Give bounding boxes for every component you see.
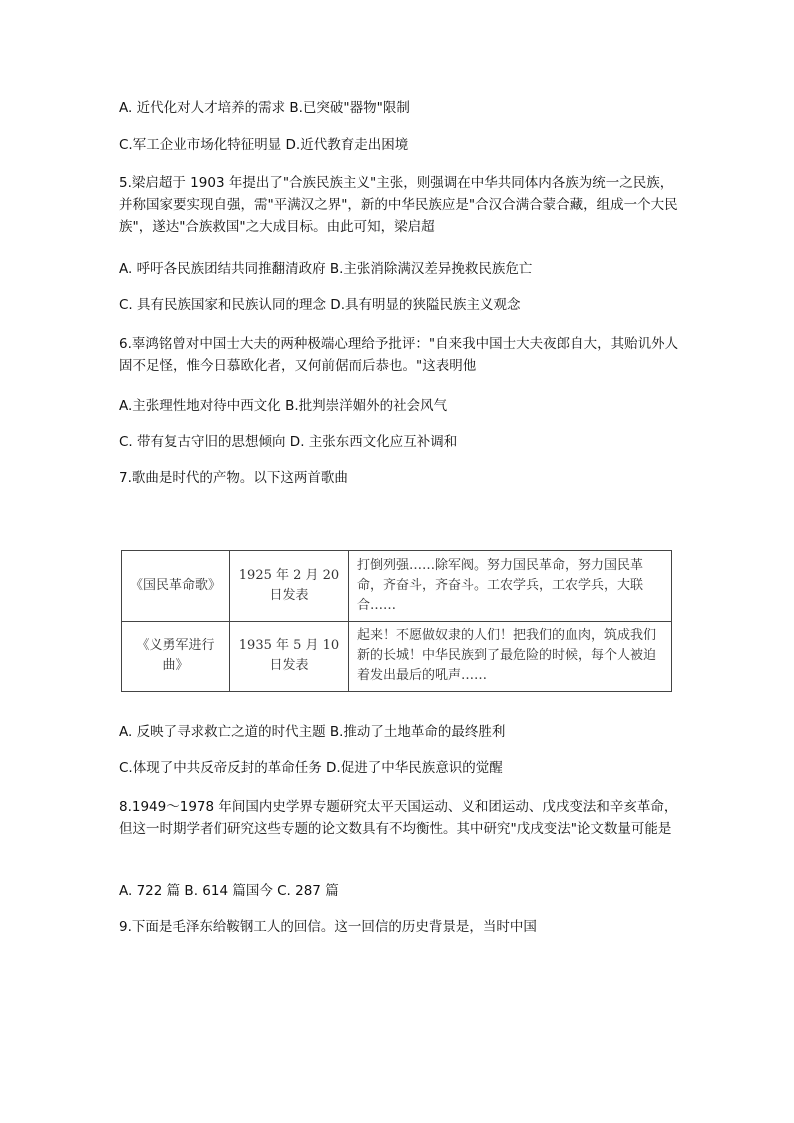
q6-options-ab: A.主张理性地对待中西文化 B.批判崇洋媚外的社会风气	[119, 398, 448, 414]
q7-options-cd: C.体现了中共反帝反封的革命任务 D.促进了中华民族意识的觉醒	[119, 760, 503, 776]
q7-options-ab: A. 反映了寻求救亡之道的时代主题 B.推动了土地革命的最终胜利	[119, 724, 506, 740]
q7-stem: 7.歌曲是时代的产物。以下这两首歌曲	[119, 470, 348, 486]
q4-options-ab: A. 近代化对人才培养的需求 B.已突破"器物"限制	[119, 100, 410, 116]
q9-stem: 9.下面是毛泽东给鞍钢工人的回信。这一回信的历史背景是，当时中国	[119, 919, 537, 935]
q8-stem: 8.1949～1978 年间国内史学界专题研究太平天国运动、义和团运动、戊戌变法和辛亥革命，但这一时期学者们研究这些专题的论文数具有不均衡性。其中研究"戊戌变法"论文数量可能是	[119, 799, 678, 837]
table-row	[122, 551, 672, 622]
q6-stem: 6.辜鸿铭曾对中国士大夫的两种极端心理给予批评："自来我中国士大夫夜郎自大，其贻讥外人固不足怪，惟今日慕欧化者，又何前倨而后恭也。"这表明他	[119, 336, 679, 374]
song-lyrics-cell: 打倒列强……除军阀。努力国民革命，努力国民革命，齐奋斗，齐奋斗。工农学兵，工农学兵，大联合……	[349, 551, 672, 622]
song-lyrics-cell: 起来！不愿做奴隶的人们！把我们的血肉，筑成我们新的长城！中华民族到了最危险的时候，每个人被迫着发出最后的吼声……	[349, 621, 672, 692]
song-title-cell: 《国民革命歌》	[122, 551, 230, 622]
song-title-cell: 《义勇军进行曲》	[122, 621, 230, 692]
song-date-cell: 1925 年 2 月 20 日发表	[230, 551, 349, 622]
table-row	[122, 621, 672, 692]
song-date-cell: 1935 年 5 月 10 日发表	[230, 621, 349, 692]
q4-options-cd: C.军工企业市场化特征明显 D.近代教育走出困境	[119, 137, 409, 153]
q7-song-table	[121, 550, 672, 692]
q6-options-cd: C. 带有复古守旧的思想倾向 D. 主张东西文化应互补调和	[119, 434, 458, 450]
q5-options-cd: C. 具有民族国家和民族认同的理念 D.具有明显的狭隘民族主义观念	[119, 297, 521, 313]
q5-options-ab: A. 呼吁各民族团结共同推翻清政府 B.主张消除满汉差异挽救民族危亡	[119, 261, 533, 277]
q5-stem: 5.梁启超于 1903 年提出了"合族民族主义"主张，则强调在中华共同体内各族为统一之民族，并称国家要实现自强，需"平满汉之界"，新的中华民族应是"合汉合满合蒙合藏，组成一个大民族"，遂达"合族救国"之大成目标。由此可知，梁启超	[119, 175, 678, 235]
q8-options: A. 722 篇 B. 614 篇国今 C. 287 篇	[119, 883, 339, 899]
